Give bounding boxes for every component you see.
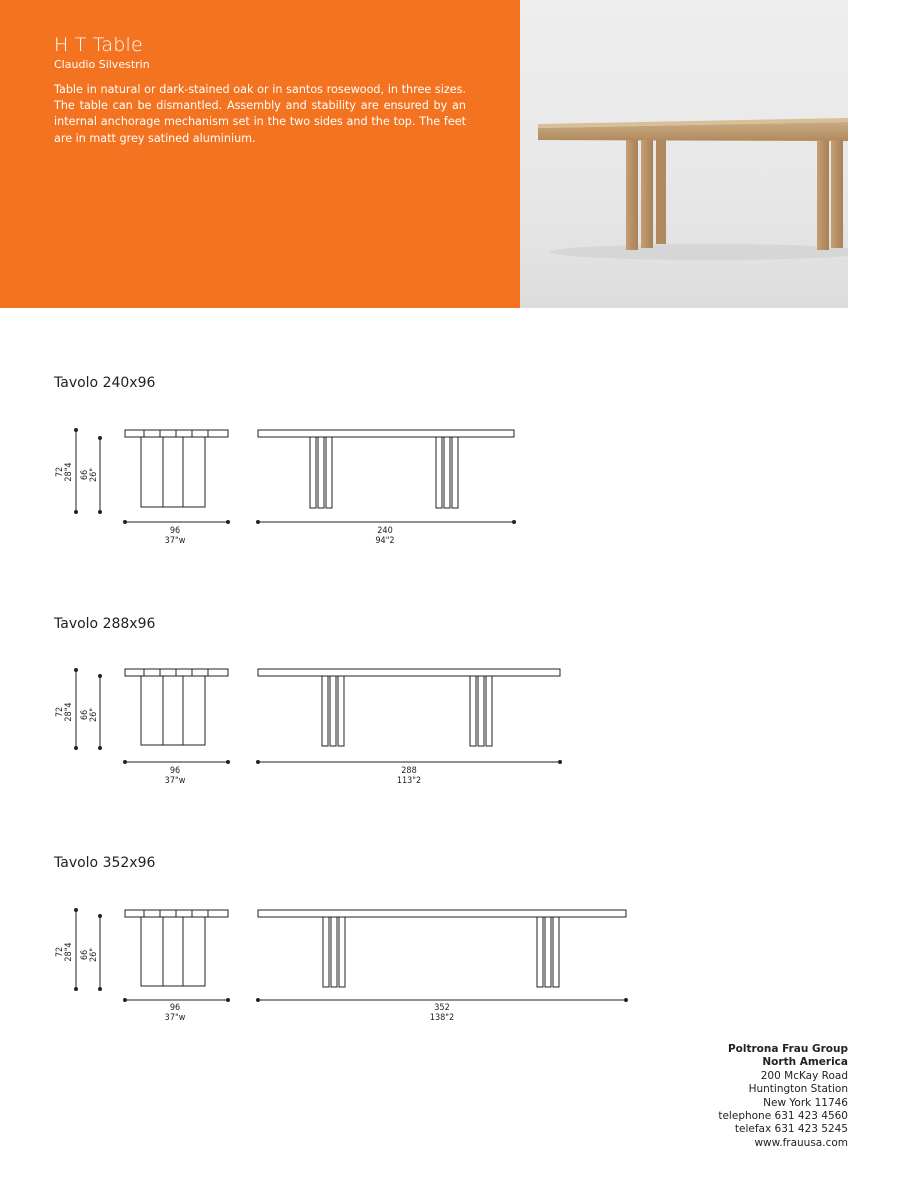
height-cm: 72 [55,946,65,958]
length-cm: 240 [377,526,393,536]
company-name: Poltrona Frau Group [727,1043,848,1055]
section-title: Tavolo 240x96 [54,375,156,391]
region-name: North America [762,1056,848,1069]
technical-drawing [40,660,640,795]
state-zip: New York 11746 [763,1096,848,1109]
depth-cm: 96 [169,766,181,776]
height-cm: 72 [55,466,65,478]
header-panel [0,0,520,308]
telefax: telefax 631 423 5245 [734,1123,848,1136]
length-in: 94"2 [375,536,395,546]
section-title: Tavolo 288x96 [54,616,156,632]
height-in: 28"4 [64,462,74,482]
street-address: 200 McKay Road [760,1069,848,1082]
leg-height-in: 26" [89,707,99,723]
product-photo [520,0,848,308]
depth-in: 37"w [164,536,186,546]
height-cm: 72 [55,706,65,718]
product-title: H T Table [54,34,143,56]
length-in: 113"2 [396,776,422,786]
leg-height-cm: 66 [80,949,90,961]
telephone: telephone 631 423 4560 [718,1110,848,1123]
depth-in: 37"w [164,1013,186,1023]
height-in: 28"4 [64,702,74,722]
depth-cm: 96 [169,526,181,536]
leg-height-in: 26" [89,467,99,483]
length-in: 138"2 [429,1013,455,1023]
designer-name: Claudio Silvestrin [54,58,150,71]
website-link[interactable]: www.frauusa.com [754,1136,848,1149]
city: Huntington Station [748,1083,848,1096]
technical-drawing [40,420,640,555]
leg-height-cm: 66 [80,469,90,481]
leg-height-cm: 66 [80,709,90,721]
technical-drawing [40,900,640,1035]
product-description: Table in natural or dark-stained oak or in santos rosewood, in three sizes. The table can be dismantled. Assembly and stability are ensured by an internal anchorage mechanism set in the two sides and the top. The feet are in matt grey satined aluminium. [54,83,466,145]
leg-height-in: 26" [89,947,99,963]
length-cm: 288 [401,766,417,776]
length-cm: 352 [434,1003,450,1013]
depth-cm: 96 [169,1003,181,1013]
height-in: 28"4 [64,942,74,962]
contact-block [718,1043,848,1150]
section-title: Tavolo 352x96 [54,855,156,871]
depth-in: 37"w [164,776,186,786]
